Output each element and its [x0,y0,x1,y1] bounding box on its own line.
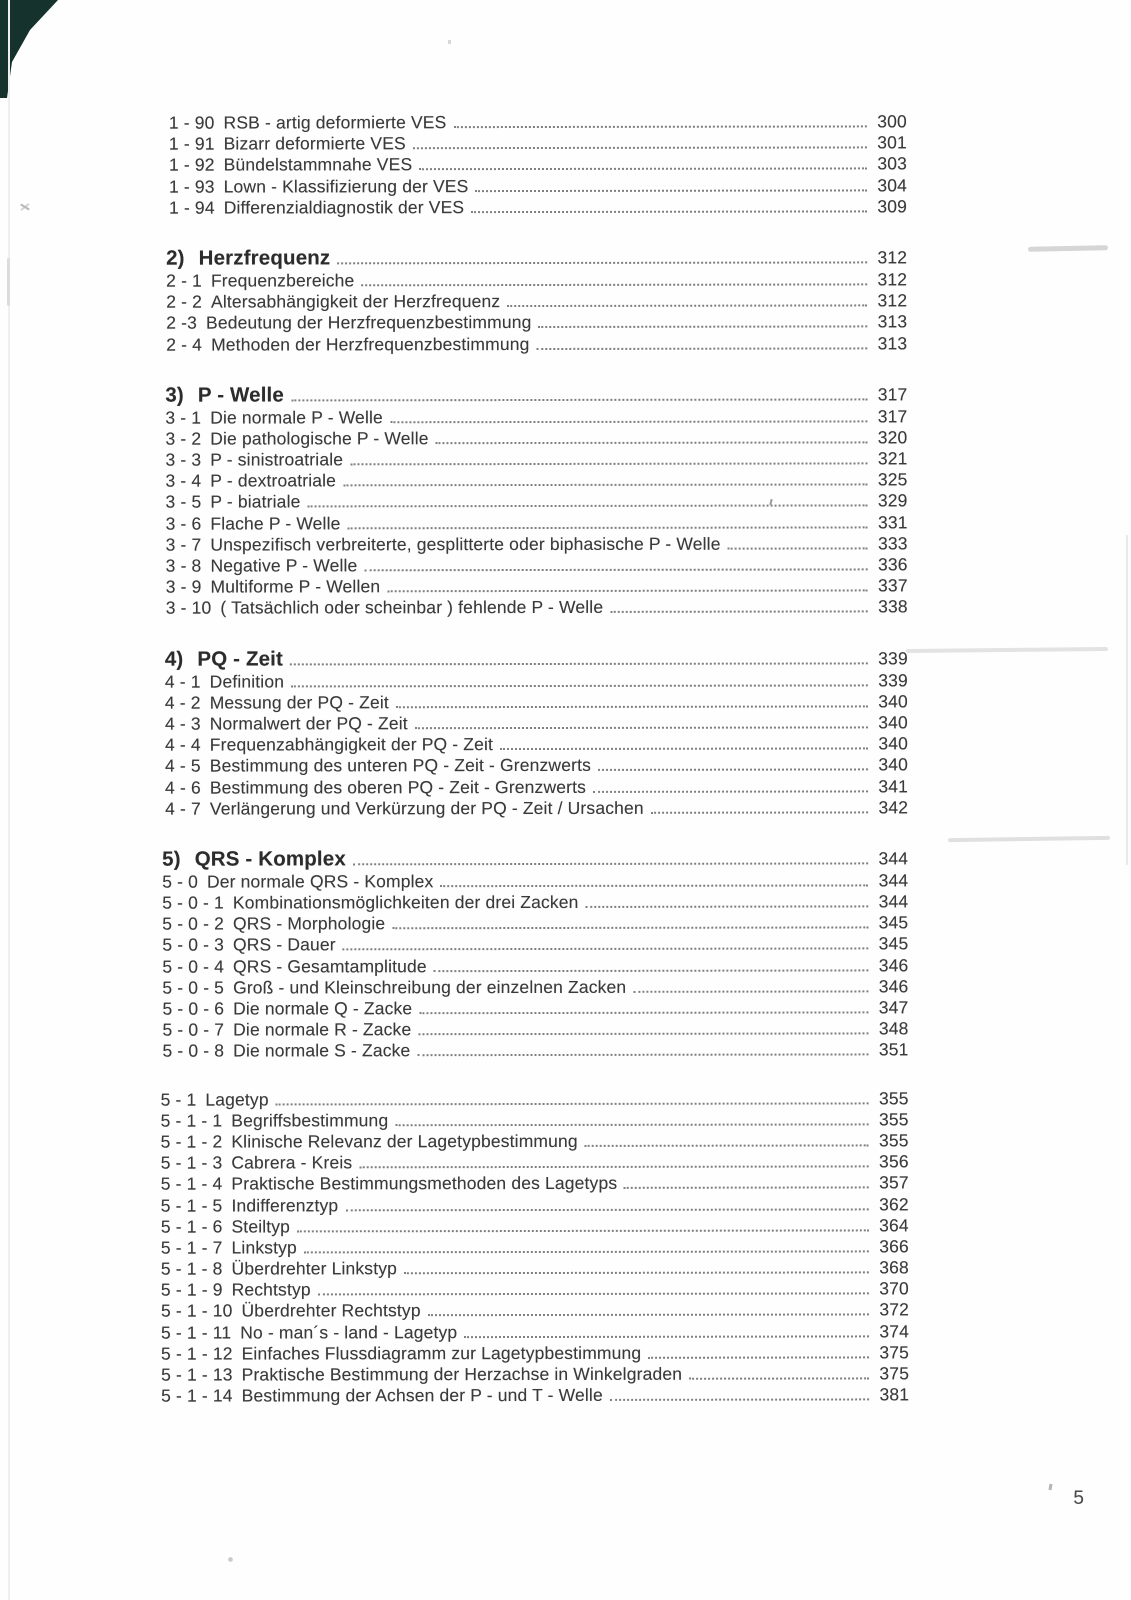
toc-entry-number: 5 - 0 - 2 [162,913,224,934]
dotted-leader [585,1144,869,1146]
toc-entry-page: 370 [879,1278,909,1299]
toc-entry [166,576,908,598]
toc-entry-page: 331 [877,511,908,533]
toc-entry [165,470,907,492]
toc-entry-page: 347 [878,997,909,1018]
toc-entry-number: 5 - 1 - 9 [160,1279,223,1300]
toc-entry-title: Frequenzbereiche [210,270,355,291]
dotted-leader [500,748,868,751]
toc-section-header [162,845,908,871]
toc-entry-title: Lown - Klassifizierung der VES [223,175,469,197]
toc-entry-number: 1 - 91 [168,133,215,154]
dotted-leader [297,1229,869,1232]
dotted-leader [633,990,868,992]
toc-entry-title: Die normale S - Zacke [233,1040,411,1061]
toc-entry [165,755,908,777]
toc-entry [165,670,908,692]
toc-entry-page: 368 [879,1257,909,1278]
toc-section-header [166,244,907,270]
toc-entry-number: 5 - 1 [160,1089,197,1110]
toc-entry [162,870,908,892]
toc-entry-title: Multiforme P - Wellen [210,576,381,597]
dotted-leader [586,905,869,907]
dotted-leader [419,168,867,171]
toc-entry-number: 2 - 1 [166,270,202,291]
toc-entry-number: 5 - 0 [162,871,199,892]
speck-artifact [448,40,451,44]
dotted-leader [304,1250,869,1253]
toc-entry [166,491,908,513]
toc-entry-page: 312 [877,290,908,311]
toc-section [159,381,907,619]
toc-entry-title: Definition [209,670,285,692]
toc-entry-page: 356 [879,1151,909,1172]
toc-entry-page: 309 [877,196,908,217]
toc-entry-title: P - sinistroatriale [210,449,344,470]
dotted-leader [728,547,868,549]
toc-entry-number: 3 - 7 [165,534,202,555]
toc-entry [165,406,907,428]
toc-entry-title: Bündelstammnahe VES [223,154,413,175]
toc-entry-title: Frequenzabhängigkeit der PQ - Zeit [209,734,494,755]
dotted-leader [318,1293,869,1296]
toc-entry-title: No - man´s - land - Lagetyp [240,1321,458,1343]
toc-entry-title: Verlängerung und Verkürzung der PQ - Zeit / Ursachen [209,797,644,819]
toc-entry-number: 2 - 4 [166,334,203,355]
dotted-leader [337,261,867,264]
dotted-leader [648,1356,869,1358]
toc-entry-number: 5 - 0 - 8 [162,1040,225,1062]
dotted-leader [291,398,867,401]
toc-entry [165,712,908,734]
toc-entry-title: Cabrera - Kreis [231,1152,353,1173]
dotted-leader [361,283,867,286]
toc-entry-title: Überdrehter Rechtstyp [241,1300,421,1321]
toc-entry [166,597,908,619]
left-edge-scan-line-dark [7,258,10,306]
dotted-leader [350,462,867,465]
toc-entry-title: Bestimmung des oberen PQ - Zeit - Grenzwerts [209,776,587,798]
toc-entry-page: 300 [877,111,907,132]
dotted-leader [434,969,869,972]
toc-entry-page: 372 [879,1299,909,1320]
dotted-leader [276,1102,869,1105]
dotted-leader [436,441,868,444]
toc-entry-title: Die normale R - Zacke [233,1019,412,1040]
toc-entry [166,290,907,312]
dotted-leader [610,611,868,613]
dotted-leader [610,1399,869,1401]
dotted-leader [440,884,868,887]
toc-entry-title: RSB - artig deformierte VES [223,112,447,133]
toc-entry-title: P - Welle [197,383,284,407]
toc-entry-number: 5 - 1 - 14 [161,1385,233,1406]
toc-entry [162,891,908,913]
toc-entry-number: 1 - 90 [168,112,215,133]
toc-entry-number: 4 - 3 [164,713,201,734]
toc-entry [166,554,908,576]
toc-entry-number: 5 - 0 - 3 [162,934,224,956]
toc-entry-title: Bestimmung des unteren PQ - Zeit - Grenzwerts [209,755,592,776]
toc-entry-number: 5 - 1 - 8 [160,1258,223,1279]
dotted-leader [343,484,867,487]
dotted-leader [453,125,866,128]
toc-entry-title: Bedeutung der Herzfrequenzbestimmung [205,312,532,333]
dotted-leader [593,790,868,792]
toc-entry [169,133,907,155]
dotted-leader [537,347,868,350]
dotted-leader [359,1166,868,1169]
dotted-leader [651,811,868,813]
toc-entry-number: 4 - 2 [164,692,201,713]
dotted-leader [348,526,868,529]
toc-entry-number: 5) [162,847,181,871]
dotted-leader [418,1033,868,1036]
dotted-leader [395,1123,868,1126]
toc-entry-title: Die normale Q - Zacke [233,998,413,1019]
toc-entry-number: 2 -3 [166,312,198,333]
margin-smudge-artifact [1028,245,1108,252]
toc-entry [166,512,908,534]
toc-entry [161,1109,909,1131]
toc-entry-page: 339 [878,647,908,668]
margin-smudge-artifact [948,836,1110,842]
toc-entry [161,1236,909,1258]
toc-entry-page: 381 [879,1384,910,1405]
toc-entry-page: 355 [878,1087,909,1108]
toc-entry-number: 2 - 2 [166,291,202,312]
toc-entry-number: 5 - 1 - 6 [160,1216,223,1237]
dotted-leader [291,684,868,687]
toc-entry-page: 303 [877,153,907,174]
toc-entry-title: Praktische Bestimmungsmethoden des Lagetyps [231,1173,618,1194]
toc-entry [161,1342,909,1364]
toc-entry-page: 321 [877,448,908,469]
toc-entry-number: 5 - 1 - 10 [160,1300,233,1322]
toc-entry [165,733,908,755]
toc-entry [166,533,908,555]
toc-entry [165,691,908,713]
toc-entry-page: 301 [877,132,907,153]
toc-entry-title: Methoden der Herzfrequenzbestimmung [211,333,530,355]
toc-entry-title: Groß - und Kleinschreibung der einzelnen Zacken [233,976,627,998]
dotted-leader [396,705,868,708]
toc-entry-title: Der normale QRS - Komplex [206,871,434,892]
toc-entry-page: 344 [878,891,909,912]
toc-entry-number: 5 - 1 - 1 [160,1110,223,1131]
toc-entry-title: Rechtstyp [231,1279,311,1300]
dotted-leader [417,1054,868,1057]
toc-entry-page: 337 [878,575,908,596]
toc-entry-page: 342 [878,797,909,818]
toc-entry-number: 4 - 6 [165,777,201,798]
toc-entry-title: Flache P - Welle [210,512,341,534]
dotted-leader [413,147,867,150]
toc-entry-title: QRS - Gesamtamplitude [232,955,427,977]
dotted-leader [353,862,868,865]
toc-entry-title: Normalwert der PQ - Zeit [209,713,408,734]
toc-entry-number: 4 - 4 [164,734,201,755]
toc-entry-number: 4) [164,647,184,671]
dotted-leader [471,210,867,213]
toc-entry-number: 5 - 1 - 2 [160,1131,223,1152]
dotted-leader [307,505,867,508]
toc-entry-number: 3 - 5 [165,492,202,513]
toc-entry-number: 1 - 93 [168,176,215,197]
toc-entry [162,934,908,956]
toc-entry-title: Praktische Bestimmung der Herzachse in Winkelgraden [241,1363,683,1385]
toc-entry-page: 355 [878,1109,909,1130]
toc-entry-number: 5 - 1 - 12 [161,1343,233,1364]
toc-entry-page: 312 [877,269,908,290]
toc-entry-title: Messung der PQ - Zeit [209,692,389,713]
toc-entry-number: 5 - 1 - 7 [160,1237,223,1258]
toc-entry [162,1040,908,1062]
dotted-leader [475,189,867,192]
toc-entry-page: 355 [878,1130,909,1151]
toc-entry-page: 317 [877,384,908,405]
toc-entry [166,269,907,291]
toc-entry-number: 3 - 2 [165,428,202,449]
toc-entry-title: Überdrehter Linkstyp [231,1258,398,1279]
toc-entry-page: 344 [878,848,909,869]
toc-entry-title: P - biatriale [210,491,301,513]
toc-entry-title: Die pathologische P - Welle [210,428,429,449]
toc-entry-page: 348 [878,1018,909,1039]
toc-entry [166,333,907,355]
toc-section [159,111,907,218]
toc-entry-number: 5 - 0 - 1 [162,892,224,913]
dotted-leader [290,662,868,665]
toc-entry-page: 340 [878,754,909,775]
toc-section-header [165,381,907,407]
toc-entry-number: 3 - 1 [165,407,202,428]
toc-entry-page: 346 [878,954,909,976]
toc-entry-title: Bizarr deformierte VES [223,133,406,154]
toc-entry-page: 351 [878,1039,909,1060]
toc-entry [161,1363,909,1385]
left-edge-scan-line [8,0,10,1600]
dotted-leader [538,326,867,329]
toc-entry-number: 3 - 4 [165,470,202,491]
toc-section [160,845,908,1062]
dotted-leader [598,769,868,771]
dotted-leader [507,305,867,308]
toc-entry-number: 5 - 0 - 6 [162,998,225,1019]
toc-entry-page: 357 [879,1172,909,1193]
toc-entry-number: 3 - 8 [165,555,202,576]
dotted-leader [428,1314,869,1317]
toc-entry-title: Einfaches Flussdiagramm zur Lagetypbestimmung [241,1342,642,1364]
page-number: 5 [1073,1488,1084,1509]
speck-artifact [1049,1484,1053,1490]
toc-entry-page: 375 [879,1363,910,1384]
toc-entry-number: 3) [165,383,184,407]
toc-entry-number: 5 - 0 - 5 [162,977,225,998]
toc-entry-title: P - dextroatriale [210,470,337,491]
toc-entry-page: 346 [878,976,909,997]
toc-entry-title: Linkstyp [231,1237,297,1258]
toc-entry [161,1151,909,1173]
dotted-leader [387,590,867,593]
toc-entry-title: Die normale P - Welle [210,406,383,428]
toc-entry-number: 5 - 1 - 3 [160,1152,223,1173]
toc-entry-page: 345 [878,912,909,933]
toc-entry-number: 3 - 3 [165,449,202,470]
toc-entry [161,1173,909,1195]
toc-entry [162,997,908,1019]
scratch-artifact [19,202,31,212]
toc-entry-title: QRS - Dauer [232,934,336,955]
toc-entry [165,797,908,819]
dotted-leader [415,726,868,729]
toc-entry [161,1385,909,1407]
toc-entry-number: 4 - 1 [164,671,201,692]
toc-entry-number: 5 - 1 - 13 [161,1364,233,1385]
toc-entry [161,1321,909,1343]
toc-section [161,1088,910,1407]
toc-entry-title: Steiltyp [231,1216,291,1237]
toc-entry-page: 313 [877,332,908,353]
dotted-leader [364,568,867,571]
toc-section [160,645,908,820]
margin-smudge-artifact [906,647,1108,653]
dotted-leader [419,1011,868,1014]
toc-entry [161,1279,909,1301]
toc-entry-title: Differenzialdiagnostik der VES [223,196,465,218]
toc-entry-title: Klinische Relevanz der Lagetypbestimmung [231,1130,578,1152]
toc-entry [169,196,907,218]
toc-entry-page: 345 [878,933,909,954]
toc-entry-number: 5 - 1 - 11 [160,1322,232,1343]
dotted-leader [390,420,868,423]
toc-entry-page: 313 [877,311,908,332]
toc-entry-title: PQ - Zeit [197,647,284,671]
toc-entry-number: 5 - 1 - 5 [160,1195,223,1216]
toc-entry-title: QRS - Komplex [194,847,346,871]
toc-entry-page: 333 [877,533,908,554]
toc-entry-number: 4 - 5 [164,755,201,776]
right-edge-scan-line [1126,535,1128,865]
toc-entry [162,1019,908,1041]
toc-entry [169,175,907,197]
toc-entry [161,1215,909,1237]
toc-entry [162,913,908,935]
dotted-leader [404,1271,869,1274]
toc-entry [165,776,908,798]
toc-entry-page: 340 [878,733,908,754]
toc-entry-page: 375 [879,1342,910,1363]
toc-entry-title: Begriffsbestimmung [231,1110,389,1131]
dotted-leader [345,1208,869,1211]
toc-entry-number: 1 - 94 [169,197,215,218]
toc-entry-page: 341 [878,775,909,796]
toc-section-header [165,645,908,671]
toc-entry-title: ( Tatsächlich oder scheinbar ) fehlende P - Welle [220,597,604,618]
toc-entry-title: Bestimmung der Achsen der P - und T - Welle [241,1385,603,1406]
toc-entry [161,1130,909,1152]
toc-entry-number: 1 - 92 [168,154,215,176]
toc-entry-title: Altersabhängigkeit der Herzfrequenz [210,291,501,312]
toc-entry [169,154,907,176]
speck-artifact [228,1557,233,1562]
toc-entry-page: 364 [879,1215,909,1236]
toc-entry-title: Negative P - Welle [210,555,358,576]
dotted-leader [464,1335,869,1338]
toc-entry-page: 339 [878,669,908,690]
toc-entry-title: Unspezifisch verbreiterte, gesplitterte oder biphasische P - Welle [210,533,721,555]
toc-entry [166,312,907,334]
toc-entry-number: 5 - 0 - 4 [162,956,225,977]
toc-entry-title: Herzfrequenz [198,246,331,270]
toc [159,111,909,1407]
toc-entry-number: 3 - 9 [165,576,202,597]
toc-entry-page: 336 [877,554,908,575]
toc-entry-page: 366 [879,1236,909,1257]
toc-entry-page: 362 [879,1193,909,1214]
dotted-leader [343,948,869,951]
toc-section [159,244,907,355]
toc-entry-page: 325 [877,469,908,490]
toc-entry [161,1194,909,1216]
toc-entry [161,1088,909,1110]
toc-entry [161,1257,909,1279]
toc-entry-page: 340 [878,712,908,733]
toc-entry-page: 312 [877,247,908,268]
toc-entry-number: 4 - 7 [165,798,201,819]
toc-entry-page: 344 [878,870,909,891]
toc-entry-page: 317 [877,406,908,427]
toc-entry [165,448,907,470]
toc-entry-title: Lagetyp [205,1089,269,1110]
toc-entry [162,955,908,977]
toc-entry-page: 340 [878,691,908,712]
toc-entry-number: 3 - 6 [165,513,202,534]
toc-entry [165,427,907,449]
toc-entry-page: 329 [877,490,908,511]
toc-entry-number: 3 - 10 [165,597,212,619]
dotted-leader [624,1187,869,1189]
toc-entry-title: QRS - Morphologie [232,913,386,934]
toc-entry-page: 338 [878,596,908,617]
dotted-leader [689,1377,869,1379]
toc-entry-page: 320 [877,427,908,448]
dotted-leader [392,927,868,930]
toc-entry-title: Kombinationsmöglichkeiten der drei Zacken [232,891,579,913]
toc-entry-page: 304 [877,174,908,195]
toc-entry-number: 5 - 0 - 7 [162,1019,225,1040]
toc-entry-number: 2) [166,246,185,270]
toc-entry [169,111,907,133]
toc-entry [161,1300,909,1322]
toc-entry-page: 374 [879,1320,910,1342]
toc-entry-number: 5 - 1 - 4 [160,1173,223,1194]
toc-entry-title: Indifferenztyp [231,1194,339,1216]
toc-entry [162,976,908,998]
